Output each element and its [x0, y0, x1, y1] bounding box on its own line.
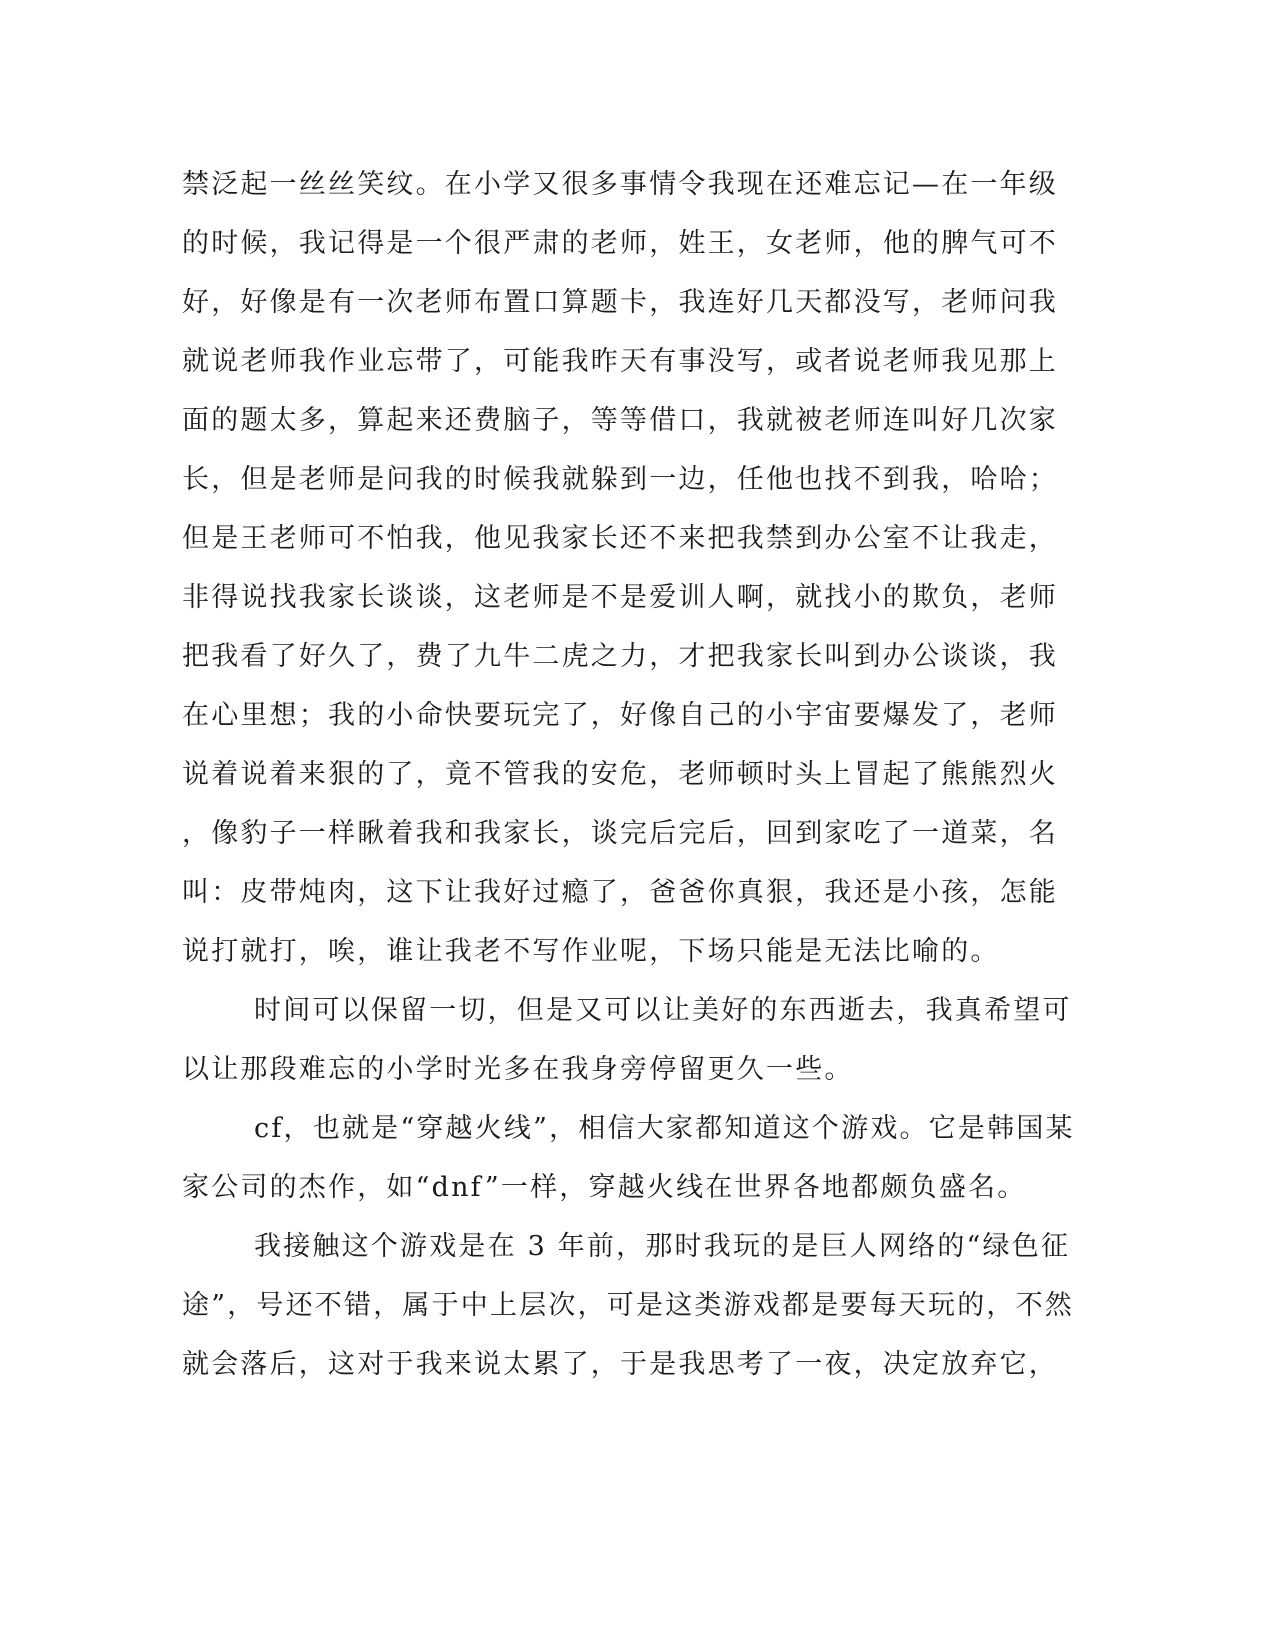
- text-line: 好，好像是有一次老师布置口算题卡，我连好几天都没写，老师问我: [182, 287, 1058, 318]
- text-line: 就说老师我作业忘带了，可能我昨天有事没写，或者说老师我见那上: [182, 346, 1058, 377]
- text-line: 途”，号还不错，属于中上层次，可是这类游戏都是要每天玩的，不然: [182, 1290, 1075, 1321]
- text-line: 说着说着来狠的了，竟不管我的安危，老师顿时头上冒起了熊熊烈火: [182, 759, 1058, 790]
- text-line: 说打就打，唉，谁让我老不写作业呢，下场只能是无法比喻的。: [182, 936, 1000, 967]
- paragraph-first-line: cf，也就是“穿越火线”，相信大家都知道这个游戏。它是韩国某: [254, 1113, 1075, 1144]
- text-line: 但是王老师可不怕我，他见我家长还不来把我禁到办公室不让我走，: [182, 523, 1058, 554]
- document-body: [182, 155, 1075, 1394]
- text-line: 叫：皮带炖肉，这下让我好过瘾了，爸爸你真狠，我还是小孩，怎能: [182, 877, 1058, 908]
- paragraph-first-line: 我接触这个游戏是在 3 年前，那时我玩的是巨人网络的“绿色征: [254, 1231, 1071, 1262]
- text-line: 非得说找我家长谈谈，这老师是不是爱训人啊，就找小的欺负，老师: [182, 582, 1058, 613]
- text-line: ，像豹子一样瞅着我和我家长，谈完后完后，回到家吃了一道菜，名: [182, 818, 1058, 849]
- text-line: 面的题太多，算起来还费脑子，等等借口，我就被老师连叫好几次家: [182, 405, 1058, 436]
- text-line: 家公司的杰作，如“dnf”一样，穿越火线在世界各地都颇负盛名。: [182, 1172, 1027, 1203]
- text-line: 就会落后，这对于我来说太累了，于是我思考了一夜，决定放弃它，: [182, 1349, 1058, 1380]
- text-line: 禁泛起一丝丝笑纹。在小学又很多事情令我现在还难忘记—在一年级: [182, 169, 1058, 200]
- text-line: 在心里想；我的小命快要玩完了，好像自己的小宇宙要爆发了，老师: [182, 700, 1058, 731]
- text-line: 把我看了好久了，费了九牛二虎之力，才把我家长叫到办公谈谈，我: [182, 641, 1058, 672]
- text-line: 的时候，我记得是一个很严肃的老师，姓王，女老师，他的脾气可不: [182, 228, 1058, 259]
- text-line: 以让那段难忘的小学时光多在我身旁停留更久一些。: [182, 1054, 854, 1085]
- text-line: 长，但是老师是问我的时候我就躲到一边，任他也找不到我，哈哈；: [182, 464, 1058, 495]
- paragraph-first-line: 时间可以保留一切，但是又可以让美好的东西逝去，我真希望可: [254, 995, 1072, 1026]
